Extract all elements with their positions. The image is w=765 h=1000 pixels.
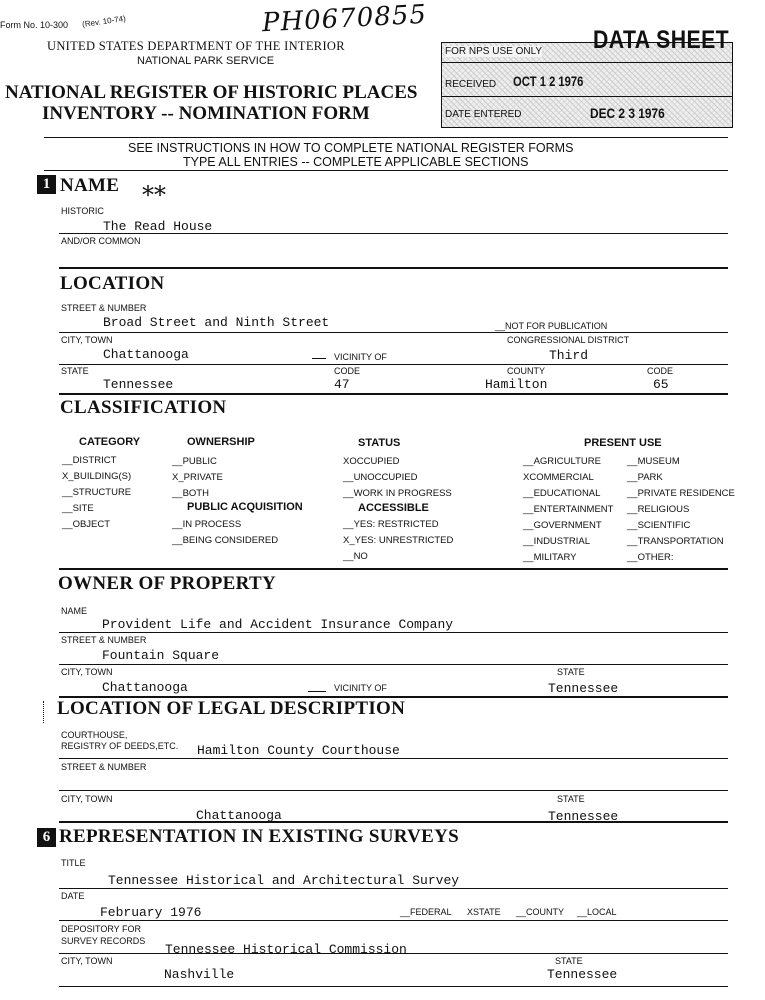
section-heading-classification: CLASSIFICATION (60, 397, 227, 418)
survey-state[interactable]: XSTATE (467, 907, 501, 917)
owner-vicinity-blank (308, 691, 326, 692)
depository-value[interactable]: Tennessee Historical Commission (165, 942, 407, 957)
use-religious[interactable]: __RELIGIOUS (627, 504, 690, 515)
historic-label: HISTORIC (61, 206, 104, 216)
header-rule (44, 137, 728, 138)
status-unoccupied[interactable]: __UNOCCUPIED (343, 472, 418, 483)
section-heading-legal: LOCATION OF LEGAL DESCRIPTION (57, 698, 406, 719)
survey-city-value[interactable]: Nashville (164, 967, 235, 982)
reference-number: PH0670855 (261, 0, 428, 39)
depository-label-2: SURVEY RECORDS (61, 936, 146, 946)
department-name: UNITED STATES DEPARTMENT OF THE INTERIOR (47, 39, 345, 53)
handwritten-mark: ** (142, 181, 166, 209)
not-for-publication[interactable]: __NOT FOR PUBLICATION (495, 321, 608, 331)
survey-state-label: STATE (555, 956, 583, 966)
received-label: RECEIVED (445, 79, 497, 90)
status-occupied[interactable]: XOCCUPIED (343, 456, 400, 467)
acquisition-heading: PUBLIC ACQUISITION (187, 501, 303, 513)
section-heading-location: LOCATION (60, 273, 165, 294)
owner-name-line (59, 632, 728, 633)
owner-city-value[interactable]: Chattanooga (102, 680, 188, 695)
accessible-unrestricted[interactable]: X_YES: UNRESTRICTED (343, 535, 454, 546)
section-number-6: 6 (37, 828, 56, 847)
use-park[interactable]: __PARK (627, 472, 663, 483)
vicinity-blank (312, 358, 326, 359)
county-value[interactable]: Hamilton (485, 377, 548, 392)
location-city-line (59, 364, 728, 365)
survey-date-line (59, 920, 728, 921)
date-entered-label: DATE ENTERED (445, 109, 522, 120)
use-scientific[interactable]: __SCIENTIFIC (627, 520, 691, 531)
accessible-restricted[interactable]: __YES: RESTRICTED (343, 519, 439, 530)
acquisition-being-considered[interactable]: __BEING CONSIDERED (172, 535, 279, 546)
depository-label-1: DEPOSITORY FOR (61, 924, 142, 934)
instructions-line1: SEE INSTRUCTIONS IN HOW TO COMPLETE NATIONAL REGISTER FORMS (128, 141, 574, 155)
location-vicinity-label: VICINITY OF (334, 352, 387, 362)
legal-state-value[interactable]: Tennessee (548, 809, 619, 824)
use-museum[interactable]: __MUSEUM (627, 456, 680, 467)
use-military[interactable]: __MILITARY (523, 552, 577, 563)
use-entertainment[interactable]: __ENTERTAINMENT (523, 504, 614, 515)
form-revision: (Rev. 10-74) (81, 13, 127, 30)
location-city-label: CITY, TOWN (61, 335, 113, 345)
county-code-value[interactable]: 65 (653, 377, 669, 392)
ownership-public[interactable]: __PUBLIC (172, 456, 217, 467)
category-structure[interactable]: __STRUCTURE (62, 487, 132, 498)
congressional-label: CONGRESSIONAL DISTRICT (507, 335, 630, 345)
courthouse-line (59, 758, 728, 759)
nps-divider-1 (441, 62, 733, 63)
category-district[interactable]: __DISTRICT (62, 455, 117, 466)
status-heading: STATUS (358, 437, 401, 449)
section1-end-rule (59, 267, 728, 269)
historic-name-value[interactable]: The Read House (103, 219, 213, 234)
category-object[interactable]: __OBJECT (62, 519, 111, 530)
courthouse-label-2: REGISTRY OF DEEDS,ETC. (61, 741, 179, 751)
present-use-heading: PRESENT USE (584, 437, 662, 449)
data-sheet-stamp: DATA SHEET (593, 26, 730, 54)
owner-street-label: STREET & NUMBER (61, 635, 147, 645)
owner-city-label: CITY, TOWN (61, 667, 113, 677)
form-title-line2: INVENTORY -- NOMINATION FORM (42, 103, 370, 124)
legal-street-line (59, 790, 728, 791)
location-state-label: STATE (61, 366, 89, 376)
survey-date-label: DATE (61, 891, 85, 901)
ownership-heading: OWNERSHIP (187, 436, 255, 448)
form-title-line1: NATIONAL REGISTER OF HISTORIC PLACES (5, 82, 418, 103)
use-educational[interactable]: __EDUCATIONAL (523, 488, 601, 499)
ownership-private[interactable]: X_PRIVATE (172, 472, 223, 483)
survey-date-value[interactable]: February 1976 (100, 905, 202, 920)
acquisition-in-process[interactable]: __IN PROCESS (172, 519, 242, 530)
survey-title-value[interactable]: Tennessee Historical and Architectural Survey (108, 873, 460, 888)
section-heading-owner: OWNER OF PROPERTY (58, 573, 277, 594)
use-commercial[interactable]: XCOMMERCIAL (523, 472, 594, 483)
legal-city-label: CITY, TOWN (61, 794, 113, 804)
owner-state-value[interactable]: Tennessee (548, 681, 619, 696)
category-site[interactable]: __SITE (62, 503, 94, 514)
date-entered-value: DEC 2 3 1976 (590, 105, 665, 121)
county-label: COUNTY (507, 366, 545, 376)
section5-end-rule (59, 821, 728, 823)
section2-end-rule (59, 393, 728, 395)
survey-county[interactable]: __COUNTY (516, 907, 565, 917)
section3-end-rule (59, 568, 728, 570)
courthouse-value[interactable]: Hamilton County Courthouse (197, 743, 400, 758)
location-street-line (59, 332, 728, 333)
nps-use-only-label: FOR NPS USE ONLY (445, 46, 543, 57)
survey-federal[interactable]: __FEDERAL (400, 907, 452, 917)
section-number-1: 1 (37, 175, 56, 194)
location-state-value[interactable]: Tennessee (103, 377, 174, 392)
state-code-value[interactable]: 47 (334, 377, 350, 392)
owner-vicinity-label: VICINITY OF (334, 683, 387, 693)
historic-line (59, 233, 728, 234)
use-private-residence[interactable]: __PRIVATE RESIDENCE (627, 488, 735, 499)
category-buildings[interactable]: X_BUILDING(S) (62, 471, 132, 482)
location-street-value[interactable]: Broad Street and Ninth Street (103, 315, 330, 330)
accessible-heading: ACCESSIBLE (358, 502, 429, 514)
form-number: Form No. 10-300 (0, 20, 69, 30)
county-code-label: CODE (647, 366, 674, 376)
survey-city-label: CITY, TOWN (61, 956, 113, 966)
survey-local[interactable]: __LOCAL (577, 907, 617, 917)
ownership-both[interactable]: __BOTH (172, 488, 209, 499)
congressional-value[interactable]: Third (549, 348, 589, 363)
depository-line (59, 953, 728, 954)
survey-title-line (59, 888, 728, 889)
section-heading-surveys: REPRESENTATION IN EXISTING SURVEYS (59, 826, 460, 847)
owner-name-label: NAME (61, 606, 88, 616)
section-heading-name: NAME (60, 175, 120, 196)
legal-state-label: STATE (557, 794, 585, 804)
legal-street-label: STREET & NUMBER (61, 762, 147, 772)
owner-street-value[interactable]: Fountain Square (102, 648, 220, 663)
legal-city-value[interactable]: Chattanooga (196, 808, 282, 823)
survey-state-value[interactable]: Tennessee (547, 967, 618, 982)
left-margin-mark (43, 701, 44, 723)
use-agriculture[interactable]: __AGRICULTURE (523, 456, 601, 467)
use-government[interactable]: __GOVERNMENT (523, 520, 602, 531)
category-heading: CATEGORY (79, 436, 141, 448)
use-transportation[interactable]: __TRANSPORTATION (627, 536, 724, 547)
location-street-label: STREET & NUMBER (61, 303, 147, 313)
service-name: NATIONAL PARK SERVICE (137, 55, 275, 67)
location-city-value[interactable]: Chattanooga (103, 347, 189, 362)
received-date: OCT 1 2 1976 (513, 73, 584, 89)
instructions-rule (44, 170, 728, 171)
instructions-line2: TYPE ALL ENTRIES -- COMPLETE APPLICABLE SECTIONS (183, 155, 529, 169)
owner-name-value[interactable]: Provident Life and Accident Insurance Company (102, 617, 454, 632)
status-work-in-progress[interactable]: __WORK IN PROGRESS (343, 488, 452, 499)
state-code-label: CODE (334, 366, 361, 376)
owner-street-line (59, 664, 728, 665)
use-other[interactable]: __OTHER: (627, 552, 674, 563)
owner-state-label: STATE (557, 667, 585, 677)
common-name-label: AND/OR COMMON (61, 236, 141, 246)
courthouse-label-1: COURTHOUSE, (61, 730, 128, 740)
use-industrial[interactable]: __INDUSTRIAL (523, 536, 591, 547)
form-bottom-rule (59, 986, 728, 987)
nps-divider-2 (441, 96, 733, 97)
accessible-no[interactable]: __NO (343, 551, 368, 562)
survey-title-label: TITLE (61, 858, 86, 868)
